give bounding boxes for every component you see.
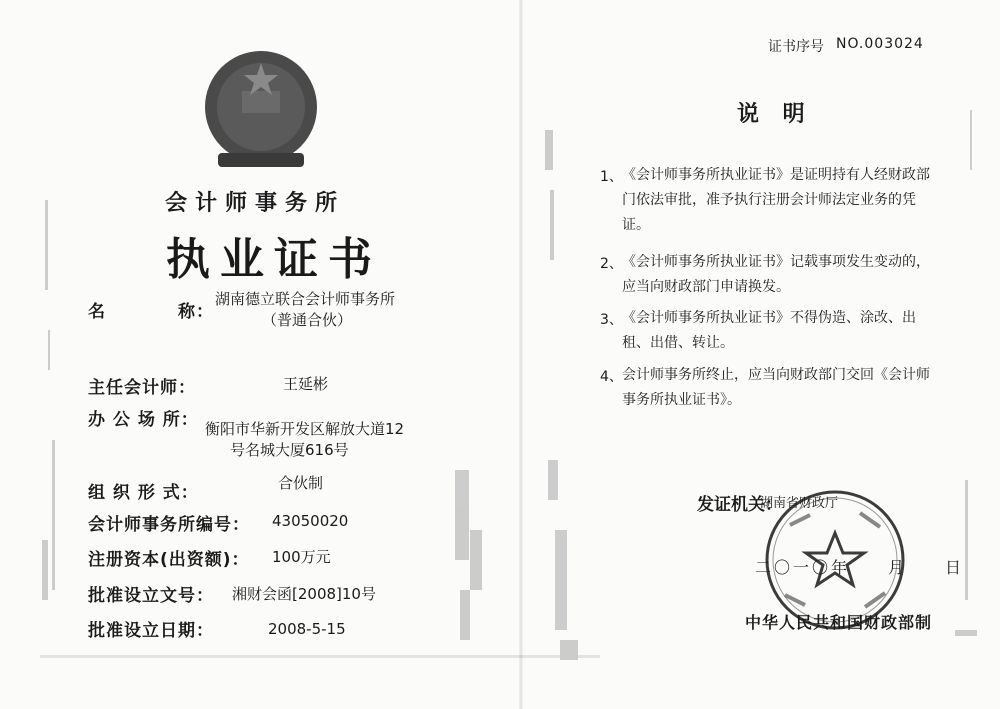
approval-doc-value: 湘财会函[2008]10号 [232, 585, 376, 603]
national-emblem-icon [200, 45, 322, 175]
org-type: 会计师事务所 [165, 190, 346, 216]
name-value: 湖南德立联合会计师事务所 [215, 290, 396, 308]
issuer-name: 湖南省财政厅 [760, 496, 839, 511]
issuer-label: 发证机关： [697, 495, 782, 515]
chief-accountant-value: 王延彬 [283, 375, 329, 393]
issue-date: 二〇一〇年 月 日 [755, 558, 965, 577]
chief-accountant-label: 主任会计师： [88, 378, 196, 398]
note-number: 1、 [600, 169, 623, 185]
note-text: 《会计师事务所执业证书》是证明持有人经财政部门依法审批，准予执行注册会计师法定业务的凭证。 [622, 167, 930, 233]
firm-number-value: 43050020 [272, 512, 349, 530]
office-address-value: 衡阳市华新开发区解放大道12 [205, 420, 405, 438]
page-fold [519, 0, 523, 709]
note-number: 4、 [600, 369, 623, 385]
note-text: 《会计师事务所执业证书》不得伪造、涂改、出租、出借、转让。 [622, 310, 916, 351]
note-number: 3、 [600, 312, 623, 328]
note-text: 《会计师事务所执业证书》记载事项发生变动的，应当向财政部门申请换发。 [622, 254, 930, 295]
approval-doc-label: 批准设立文号： [88, 586, 214, 606]
registered-capital-label: 注册资本(出资额)： [88, 550, 250, 570]
firm-number-label: 会计师事务所编号： [88, 515, 250, 535]
org-form-value: 合伙制 [278, 474, 324, 492]
approval-date-value: 2008-5-15 [268, 620, 346, 638]
office-address-label: 办 公 场 所： [88, 410, 199, 430]
notes-title: 说 明 [737, 101, 813, 127]
certificate-number-label: 证书序号 [768, 39, 824, 55]
office-address-value-line2: 号名城大厦616号 [230, 441, 349, 459]
name-label: 名 称： [88, 302, 214, 322]
certificate-title: 执业证书 [166, 234, 382, 285]
org-form-label: 组 织 形 式： [88, 483, 199, 503]
note-text: 会计师事务所终止，应当向财政部门交回《会计师事务所执业证书》。 [622, 367, 930, 408]
registered-capital-value: 100万元 [272, 548, 331, 566]
note-number: 2、 [600, 256, 623, 272]
ministry-footer: 中华人民共和国财政部制 [745, 613, 933, 632]
approval-date-label: 批准设立日期： [88, 621, 214, 641]
certificate-number: NO.003024 [836, 36, 924, 52]
name-value-suffix: （普通合伙） [262, 311, 353, 329]
